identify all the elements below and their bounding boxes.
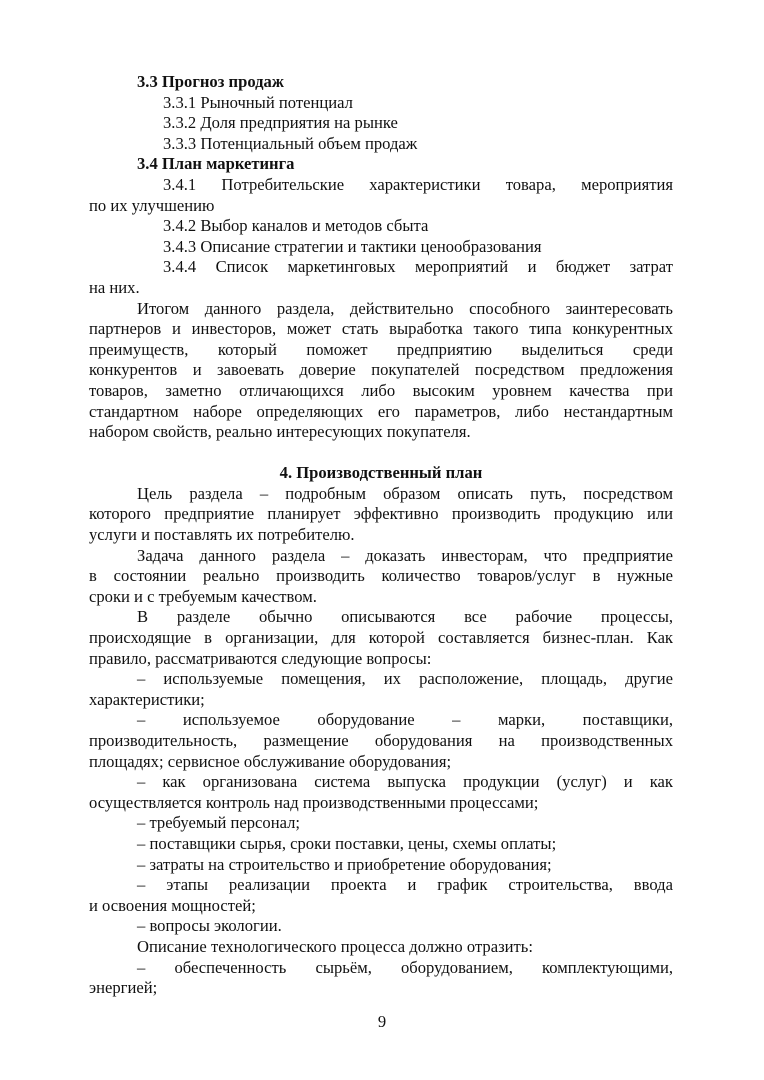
list-item-cont: характеристики; — [89, 689, 205, 709]
list-item-cont: и освоения мощностей; — [89, 895, 256, 915]
list-item: – используемое оборудование – марки, поставщики, — [137, 710, 673, 730]
heading-section-4: 4. Производственный план — [279, 463, 483, 483]
page-number: 9 — [377, 1012, 387, 1031]
summary-line: Итогом данного раздела, действительно способного заинтересовать — [137, 298, 673, 318]
tech-intro: Описание технологического процесса должно отразить: — [137, 936, 533, 956]
list-item: – поставщики сырья, сроки поставки, цены, схемы оплаты; — [137, 833, 557, 853]
task-line: в состоянии реально производить количество товаров/услуг в нужные — [89, 566, 673, 586]
goal-line: которого предприятие планирует эффективно производить продукцию или — [89, 504, 673, 524]
toc-item-3-3-1: 3.3.1 Рыночный потенциал — [163, 92, 353, 112]
list-item-cont: производительность, размещение оборудования на производственных — [89, 731, 673, 750]
toc-item-3-4-4-cont: на них. — [89, 277, 140, 297]
spacer — [89, 443, 673, 464]
toc-item-3-4-3: 3.4.3 Описание стратегии и тактики ценообразования — [163, 236, 542, 256]
tech-item-cont: энергией; — [89, 978, 158, 998]
intro-line: происходящие в организации, для которой составляется бизнес-план. Как — [89, 628, 673, 648]
list-item-cont: осуществляется контроль над производственными процессами; — [89, 792, 539, 812]
task-line: сроки и с требуемым качеством. — [89, 586, 317, 606]
intro-line: правило, рассматриваются следующие вопросы: — [89, 648, 432, 668]
toc-item-3-3-2: 3.3.2 Доля предприятия на рынке — [163, 113, 398, 133]
goal-line: услуги и поставлять их потребителю. — [89, 525, 355, 545]
list-item: – как организована система выпуска продукции (услуг) и как — [137, 772, 673, 792]
list-item: – этапы реализации проекта и график строительства, ввода — [137, 875, 673, 895]
list-item: – затраты на строительство и приобретение оборудования; — [137, 854, 552, 874]
summary-line: конкурентов и завоевать доверие покупателей посредством предложения — [89, 360, 673, 380]
heading-3-4: 3.4 План маркетинга — [137, 154, 295, 174]
summary-line: преимуществ, который поможет предприятию выделиться среди — [89, 339, 673, 359]
summary-line: товаров, заметно отличающихся либо высоким уровнем качества при — [89, 380, 673, 400]
list-item: – используемые помещения, их расположение, площадь, другие — [137, 669, 673, 689]
intro-line: В разделе обычно описываются все рабочие процессы, — [137, 607, 673, 627]
summary-line: набором свойств, реально интересующих покупателя. — [89, 422, 471, 442]
toc-item-3-4-4: 3.4.4 Список маркетинговых мероприятий и бюджет затрат — [163, 257, 673, 277]
list-item-cont: площадях; сервисное обслуживание оборудования; — [89, 751, 452, 771]
toc-item-3-4-1-cont: по их улучшению — [89, 195, 215, 215]
toc-item-3-3-3: 3.3.3 Потенциальный объем продаж — [163, 133, 418, 153]
list-item: – требуемый персонал; — [137, 813, 300, 833]
list-item: – вопросы экологии. — [137, 916, 282, 936]
task-line: Задача данного раздела – доказать инвесторам, что предприятие — [137, 545, 673, 565]
goal-line: Цель раздела – подробным образом описать путь, посредством — [137, 483, 673, 503]
toc-item-3-4-1: 3.4.1 Потребительские характеристики товара, мероприятия — [163, 174, 673, 194]
summary-line: стандартном наборе определяющих его параметров, либо нестандартным — [89, 401, 673, 421]
tech-item: – обеспеченность сырьём, оборудованием, комплектующими, — [137, 957, 673, 977]
summary-line: партнеров и инвесторов, может стать выработка такого типа конкурентных — [89, 319, 673, 339]
document-page — [89, 72, 673, 999]
heading-3-3: 3.3 Прогноз продаж — [137, 72, 284, 91]
toc-item-3-4-2: 3.4.2 Выбор каналов и методов сбыта — [163, 216, 429, 236]
